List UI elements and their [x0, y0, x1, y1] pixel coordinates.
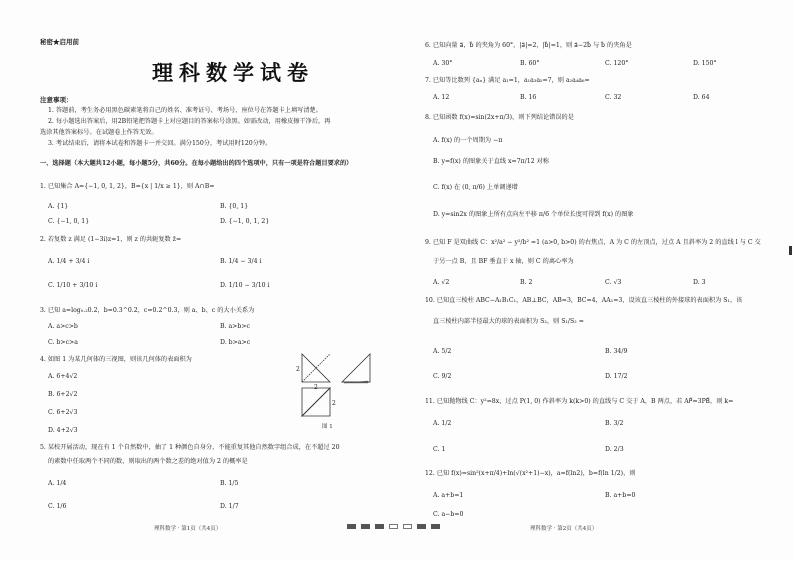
option: C. f(x) 在 (0, π/6) 上单调递增: [433, 184, 518, 191]
footer-right: 理科数学 · 第2页（共4页）: [530, 526, 598, 532]
question-10: 10. 已知直三棱柱 ABC−A₁B₁C₁，AB⊥BC，AB=3，BC=4，AA₁=3，设该直三棱柱的外接球的表面积为 S₁，该: [425, 297, 743, 304]
question-10-line2: 直三棱柱内部半径最大的球的表面积为 S₂，则 S₁/S₂ =: [433, 318, 584, 325]
option: B. 1/5: [220, 480, 239, 487]
option: B. 34/9: [605, 348, 628, 355]
option: A. a+b=1: [433, 492, 464, 499]
option: D. {−1, 0, 1, 2}: [220, 218, 270, 225]
option: D. 3: [693, 279, 706, 286]
option: A. 1/4: [48, 480, 67, 487]
option: A. a>c>b: [48, 323, 78, 330]
option: D. y=sin2x 的图象上所有点向左平移 π/6 个单位长度可得到 f(x) 的图象: [433, 211, 634, 218]
question-1: 1. 已知集合 A={−1, 0, 1, 2}，B={x | 1/x ≥ 1}，则 A∩B=: [40, 183, 215, 190]
side-view: [342, 354, 370, 382]
question-5-line2: 的素数中任取两个不同的数，则取出的两个数之差的绝对值为 2 的概率是: [48, 458, 248, 465]
question-5: 5. 某校开展活动，现在有 1 个自然数中，抽了 1 种颜色自身分，不能重复其他自然数字组合成，在不超过 20: [40, 444, 340, 451]
question-7: 7. 已知等比数列 {aₙ} 满足 a₁=1，a₁a₃a₅=7，则 a₂a₄a₆=: [425, 77, 590, 84]
option: D. 150°: [693, 60, 717, 67]
option: C. 32: [605, 94, 622, 101]
dim-label: 2: [296, 366, 300, 373]
dim-label: 2: [314, 384, 318, 391]
option: A. 1/2: [433, 420, 452, 427]
option: C. 9/2: [433, 373, 452, 380]
question-12: 12. 已知 f(x)=sin²(x+π/4)+ln(√(x²+1)−x)，a=f(ln2)，b=f(ln 1/2)，则: [425, 470, 636, 477]
question-4: 4. 如图 1 为某几何体的三视图，则该几何体的表面积为: [40, 356, 192, 363]
option: A. 6+4√2: [48, 373, 78, 380]
notice-item: 1. 答题前，考生务必用黑色碳素笔将自己的姓名、准考证号、考场号、座位号在答题卡上填写清楚。: [48, 107, 322, 114]
page-marker: [375, 524, 384, 529]
notice-item: 3. 考试结束后，请将本试卷和答题卡一并交回。满分150分，考试用时120分钟。: [48, 140, 272, 147]
question-9-line2: 于另一点 B，且 BF 垂直于 x 轴，则 C 的离心率为: [433, 258, 574, 265]
option: A. √2: [433, 279, 450, 286]
figure-caption: 图 1: [322, 424, 333, 430]
dim-label: 2: [332, 400, 336, 407]
question-6: 6. 已知向量 a⃗，b⃗ 的夹角为 60°，|a⃗|=2，|b⃗|=1，则 a⃗−2b⃗ 与 b⃗ 的夹角是: [425, 42, 632, 49]
option: C. √3: [605, 279, 622, 286]
option: D. b>a>c: [220, 339, 251, 346]
option: D. 1/7: [220, 503, 239, 510]
option: B. a+b=0: [605, 492, 636, 499]
question-8: 8. 已知函数 f(x)=sin(2x+π/3)，则下列结论错误的是: [425, 114, 574, 121]
page-marker: [347, 524, 356, 529]
page-marker: [389, 524, 398, 529]
option: A. 30°: [433, 60, 453, 67]
option: D. 17/2: [605, 373, 628, 380]
option: D. 64: [693, 94, 710, 101]
option: A. {1}: [48, 203, 69, 210]
left-page: [40, 0, 412, 561]
option: B. 60°: [520, 60, 540, 67]
notice-heading: 注意事项：: [40, 96, 73, 104]
question-9: 9. 已知 F 是双曲线 C：x²/a² − y²/b² =1 (a>0, b>0) 的右焦点，A 为 C 的左顶点，过点 A 且斜率为 2 的直线 l 与 C 交: [425, 239, 761, 246]
option: B. a>b>c: [220, 323, 250, 330]
option: B. y=f(x) 的图象关于直线 x=7π/12 对称: [433, 158, 549, 165]
option: B. 6+2√2: [48, 391, 78, 398]
question-2: 2. 若复数 z 满足 (1−3i)z=1，则 z 的共轭复数 z̄=: [40, 236, 182, 243]
option: B. {0, 1}: [220, 203, 249, 210]
option: A. 1/4 + 3/4 i: [48, 258, 90, 265]
footer-left: 理科数学 · 第1页（共4页）: [154, 526, 222, 532]
option: A. 12: [433, 94, 450, 101]
option: C. 6+2√3: [48, 409, 78, 416]
page-title: 理科数学试卷: [152, 61, 314, 85]
right-page: [425, 0, 760, 561]
option: C. b>c>a: [48, 339, 78, 346]
question-11: 11. 已知抛物线 C：y²=8x，过点 P(1, 0) 作斜率为 k(k>0) 的直线与 C 交于 A，B 两点，若 AP⃗=3PB⃗，则 k=: [425, 398, 734, 405]
option: C. {−1, 0, 1}: [48, 218, 90, 225]
section-heading: 一、选择题（本大题共12小题，每小题5分，共60分。在每小题给出的四个选项中，只有一项是符合题目要求的）: [40, 160, 353, 167]
option: A. f(x) 的一个周期为 −π: [433, 137, 503, 144]
option: D. 1/10 − 3/10 i: [220, 282, 270, 289]
option: B. 2: [520, 279, 533, 286]
notice-item: 2. 每小题选出答案后，用2B铅笔把答题卡上对应题目的答案标号涂黑。如需改动，用橡皮擦干净后，再: [48, 118, 331, 125]
page-marker: [403, 524, 412, 529]
question-3: 3. 已知 a=log₀.₂0.2，b=0.3^0.2，c=0.2^0.3，则 a、b、c 的大小关系为: [40, 307, 255, 314]
option: B. 1/4 − 3/4 i: [220, 258, 262, 265]
option: D. 2/3: [605, 446, 624, 453]
option: C. 1/6: [48, 503, 67, 510]
option: B. 16: [520, 94, 537, 101]
option: C. 120°: [605, 60, 629, 67]
option: B. 3/2: [605, 420, 624, 427]
page-marker: [361, 524, 370, 529]
secret-label: 秘密★启用前: [40, 38, 79, 46]
notice-item: 选涂其他答案标号。在试题卷上作答无效。: [40, 129, 158, 136]
option: C. 1: [433, 446, 446, 453]
binding-mark: [789, 246, 792, 255]
option: D. 4+2√3: [48, 427, 78, 434]
option: C. 1/10 + 3/10 i: [48, 282, 98, 289]
option: C. a−b=0: [433, 511, 464, 518]
three-view-figure: [292, 352, 412, 434]
option: A. 5/2: [433, 348, 452, 355]
